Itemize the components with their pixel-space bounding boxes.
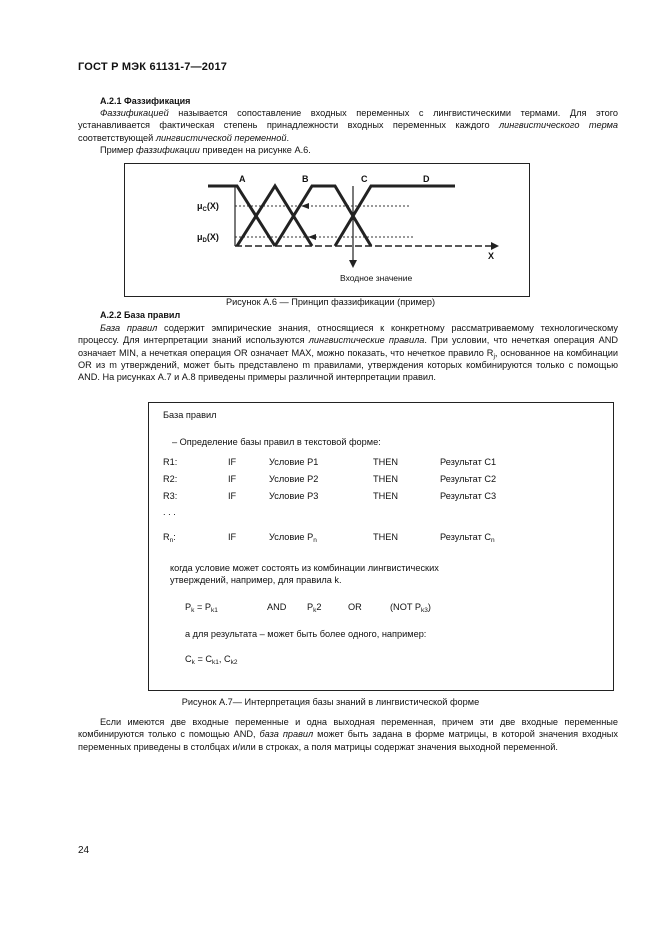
rule-n-then: THEN bbox=[373, 532, 399, 542]
formula-pk-and: AND bbox=[267, 602, 287, 612]
x-axis-label: X bbox=[488, 251, 495, 261]
paragraph-fuzzification: Фаззификацией называется сопоставление входных переменных с лингвистическими термами. Для этого устанавливается фактическая степень принадлежности входных переменных каждого лингвистического терма соответствующей лингвистической переменной. bbox=[78, 108, 618, 143]
rule-3-then: THEN bbox=[373, 491, 399, 501]
paragraph-example-ref: Пример фаззификации приведен на рисунке А.6. bbox=[100, 145, 311, 155]
rule-3-cond: Условие P3 bbox=[269, 491, 319, 501]
rule-2-if: IF bbox=[228, 474, 237, 484]
rule-note-line1: когда условие может состоять из комбинации лингвистических bbox=[170, 563, 439, 573]
formula-pk-lhs: $P_k = P_{k1}$ bbox=[185, 602, 218, 614]
mu-d-label: $\mu_D(X)$ bbox=[197, 232, 219, 244]
rule-n-result: Результат $C_n$ bbox=[440, 532, 495, 544]
rule-n-condition: Условие $P_n$ bbox=[269, 532, 317, 544]
input-value-label: Входное значение bbox=[340, 273, 413, 283]
figure-a6-frame bbox=[124, 163, 530, 297]
formula-ck: $C_k = C_{k1}$, $C_{k2}$ bbox=[185, 654, 238, 666]
rule-1-then: THEN bbox=[373, 457, 399, 467]
rule-2-then: THEN bbox=[373, 474, 399, 484]
term-label-b: B bbox=[302, 174, 309, 184]
term-label-c: C bbox=[361, 174, 368, 184]
rule-3-r: R3: bbox=[163, 491, 178, 501]
formula-pk-or: OR bbox=[348, 602, 362, 612]
paragraph-matrix: Если имеются две входные переменные и одна выходная переменная, причем эти две входные переменные комбинируются только с помощью AND, база правил может быть задана в форме матрицы, в которой значения входных переменных приведены в столбцах и/или в строках, а поля матрицы содержат значения выходной переменной. bbox=[78, 717, 618, 752]
figure-a6-caption: Рисунок А.6 — Принцип фаззификации (пример) bbox=[225, 297, 436, 307]
rule-1-res: Результат C1 bbox=[440, 457, 497, 467]
rule-1-r: R1: bbox=[163, 457, 178, 467]
rule-1-cond: Условие P1 bbox=[269, 457, 319, 467]
paragraph-rule-base: База правил содержит эмпирические знания, относящиеся к конкретному рассматриваемому технологическому процессу. Для интерпретации знаний используются лингвистические правила. При условии, что нечеткая операция AND означает MIN, а нечеткая операция OR означает MAX, можно показать, что нечеткое правило $R_j$, основанное на комбинации OR из m утверждений, может быть представлено m правилами, утверждения которых комбинируются только с помощью AND. На рисунках А.7 и А.8 приведены примеры различной интерпретации правил. bbox=[78, 323, 619, 383]
rule-1-if: IF bbox=[228, 457, 237, 467]
rule-3-res: Результат C3 bbox=[440, 491, 497, 501]
term-label-d: D bbox=[423, 174, 430, 184]
rules-ellipsis: . . . bbox=[163, 507, 176, 517]
rule-2-cond: Условие P2 bbox=[269, 474, 319, 484]
figure-a7-caption: Рисунок А.7— Интерпретация базы знаний в лингвистической форме bbox=[181, 697, 480, 707]
page-number: 24 bbox=[78, 845, 90, 856]
term-label-a: A bbox=[239, 174, 246, 184]
page-header: ГОСТ Р МЭК 61131-7—2017 bbox=[78, 61, 228, 73]
arrow-down-icon bbox=[349, 260, 357, 268]
rule-3-if: IF bbox=[228, 491, 237, 501]
rule-n-if: IF bbox=[228, 532, 237, 542]
fuzzification-diagram bbox=[125, 164, 529, 296]
rule-2-res: Результат C2 bbox=[440, 474, 497, 484]
mu-c-label: $\mu_C(X)$ bbox=[197, 201, 219, 213]
x-axis-arrow-icon bbox=[491, 242, 499, 250]
section-title-rule-base: А.2.2 База правил bbox=[100, 310, 181, 320]
rule-base-subtitle: – Определение базы правил в текстовой форме: bbox=[172, 437, 381, 447]
rule-base-title: База правил bbox=[163, 410, 217, 420]
formula-pk-not: (NOT $P_{k3}$) bbox=[390, 602, 431, 614]
rule-n-id: $R_n$: bbox=[163, 532, 176, 544]
formula-pk-term2: $P_k2$ bbox=[307, 602, 322, 614]
rule-2-r: R2: bbox=[163, 474, 178, 484]
rule-note-line2: утверждений, например, для правила k. bbox=[170, 575, 342, 585]
rule-note-line3: а для результата – может быть более одного, например: bbox=[185, 629, 427, 639]
section-title-fuzzification: А.2.1 Фаззификация bbox=[100, 96, 191, 106]
